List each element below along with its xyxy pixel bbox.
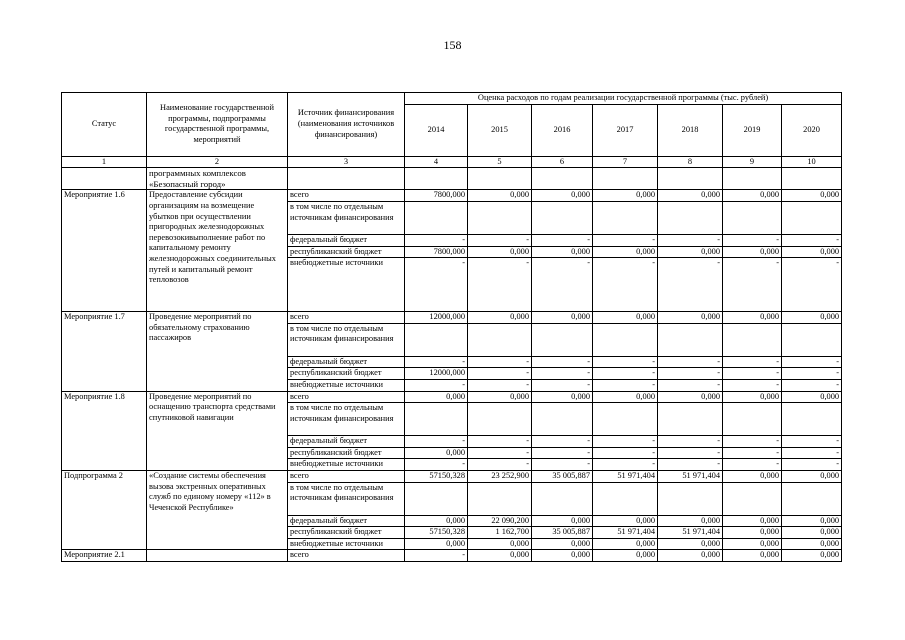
- value-cell: -: [468, 258, 532, 312]
- funding-source-cell: в том числе по отдельным источникам финансирования: [288, 201, 405, 234]
- value-cell: -: [532, 258, 593, 312]
- value-cell: 0,000: [723, 538, 782, 550]
- value-cell: 0,000: [405, 515, 468, 527]
- value-cell: [468, 403, 532, 436]
- value-cell: 0,000: [532, 515, 593, 527]
- value-cell: 0,000: [723, 515, 782, 527]
- header-year: 2019: [723, 104, 782, 156]
- value-cell: 0,000: [658, 391, 723, 403]
- value-cell: -: [782, 356, 842, 368]
- value-cell: -: [405, 234, 468, 246]
- value-cell: 0,000: [532, 312, 593, 324]
- value-cell: -: [723, 234, 782, 246]
- value-cell: [532, 168, 593, 190]
- value-cell: [723, 323, 782, 356]
- column-index: 2: [147, 156, 288, 168]
- value-cell: 0,000: [782, 470, 842, 482]
- value-cell: [723, 201, 782, 234]
- value-cell: 0,000: [405, 391, 468, 403]
- column-index: 7: [593, 156, 658, 168]
- value-cell: -: [532, 368, 593, 380]
- value-cell: 0,000: [723, 527, 782, 539]
- funding-source-cell: в том числе по отдельным источникам финансирования: [288, 323, 405, 356]
- status-cell: Мероприятие 1.7: [62, 312, 147, 391]
- funding-source-cell: федеральный бюджет: [288, 515, 405, 527]
- item-name-cell: [147, 550, 288, 562]
- value-cell: 0,000: [468, 391, 532, 403]
- item-name-cell: «Создание системы обеспечения вызова экстренных оперативных служб по единому номеру «112» в Чеченской Республике»: [147, 470, 288, 549]
- header-estimate: Оценка расходов по годам реализации государственной программы (тыс. рублей): [405, 93, 842, 105]
- value-cell: -: [658, 368, 723, 380]
- value-cell: 7800,000: [405, 246, 468, 258]
- value-cell: -: [723, 379, 782, 391]
- value-cell: -: [593, 234, 658, 246]
- value-cell: -: [405, 550, 468, 562]
- value-cell: -: [782, 379, 842, 391]
- header-year: 2014: [405, 104, 468, 156]
- value-cell: 0,000: [532, 246, 593, 258]
- value-cell: -: [658, 459, 723, 471]
- value-cell: -: [593, 459, 658, 471]
- value-cell: 0,000: [593, 538, 658, 550]
- value-cell: -: [723, 258, 782, 312]
- value-cell: -: [468, 356, 532, 368]
- value-cell: -: [593, 447, 658, 459]
- header-year: 2015: [468, 104, 532, 156]
- continuation-row: [62, 168, 842, 190]
- value-cell: -: [782, 234, 842, 246]
- value-cell: [723, 482, 782, 515]
- column-index: 4: [405, 156, 468, 168]
- value-cell: -: [405, 459, 468, 471]
- value-cell: [593, 201, 658, 234]
- value-cell: 57150,328: [405, 527, 468, 539]
- value-cell: 0,000: [782, 550, 842, 562]
- source-cell: [288, 168, 405, 190]
- value-cell: 0,000: [593, 190, 658, 202]
- status-cell: [62, 168, 147, 190]
- value-cell: 0,000: [658, 190, 723, 202]
- funding-source-cell: внебюджетные источники: [288, 258, 405, 312]
- value-cell: -: [782, 436, 842, 448]
- value-cell: -: [532, 234, 593, 246]
- value-cell: 1 162,700: [468, 527, 532, 539]
- value-cell: 51 971,404: [593, 470, 658, 482]
- value-cell: -: [723, 368, 782, 380]
- table-row: [62, 550, 842, 562]
- value-cell: [593, 323, 658, 356]
- value-cell: -: [658, 436, 723, 448]
- value-cell: 0,000: [405, 538, 468, 550]
- value-cell: -: [782, 258, 842, 312]
- value-cell: [782, 403, 842, 436]
- value-cell: [658, 403, 723, 436]
- value-cell: -: [723, 436, 782, 448]
- value-cell: 51 971,404: [658, 470, 723, 482]
- funding-source-cell: всего: [288, 190, 405, 202]
- value-cell: 12000,000: [405, 312, 468, 324]
- value-cell: [468, 482, 532, 515]
- value-cell: -: [405, 258, 468, 312]
- value-cell: 0,000: [723, 470, 782, 482]
- value-cell: [658, 323, 723, 356]
- column-index: 10: [782, 156, 842, 168]
- status-cell: Мероприятие 1.8: [62, 391, 147, 470]
- table-row: [62, 312, 842, 324]
- value-cell: -: [405, 356, 468, 368]
- item-name-cell: Предоставление субсидии организациям на возмещение убытков при осуществлении пригородных железнодорожных перевозокивыполнение работ по капитальному ремонту железнодорожных соединительных путей и капитальный ремонт тепловозов: [147, 190, 288, 312]
- value-cell: [405, 403, 468, 436]
- value-cell: [468, 201, 532, 234]
- value-cell: 0,000: [593, 312, 658, 324]
- value-cell: -: [658, 447, 723, 459]
- value-cell: [658, 168, 723, 190]
- funding-source-cell: республиканский бюджет: [288, 527, 405, 539]
- value-cell: 0,000: [723, 312, 782, 324]
- value-cell: [782, 201, 842, 234]
- funding-source-cell: всего: [288, 470, 405, 482]
- value-cell: 0,000: [723, 550, 782, 562]
- value-cell: [468, 168, 532, 190]
- continuation-text: программных комплексов «Безопасный город»: [147, 168, 288, 190]
- funding-source-cell: всего: [288, 312, 405, 324]
- column-index: 8: [658, 156, 723, 168]
- value-cell: [658, 482, 723, 515]
- header-year: 2018: [658, 104, 723, 156]
- status-cell: Подпрограмма 2: [62, 470, 147, 549]
- value-cell: -: [532, 459, 593, 471]
- value-cell: -: [658, 379, 723, 391]
- value-cell: [468, 323, 532, 356]
- value-cell: 0,000: [593, 515, 658, 527]
- value-cell: 0,000: [532, 550, 593, 562]
- value-cell: 0,000: [658, 550, 723, 562]
- header-source: Источник финансирования (наименования источников финансирования): [288, 93, 405, 157]
- value-cell: -: [468, 379, 532, 391]
- funding-source-cell: федеральный бюджет: [288, 436, 405, 448]
- value-cell: [405, 323, 468, 356]
- value-cell: 0,000: [782, 190, 842, 202]
- table-row: [62, 470, 842, 482]
- value-cell: [723, 403, 782, 436]
- value-cell: 0,000: [468, 538, 532, 550]
- value-cell: 0,000: [658, 538, 723, 550]
- value-cell: -: [468, 234, 532, 246]
- header-year: 2017: [593, 104, 658, 156]
- value-cell: 0,000: [532, 538, 593, 550]
- column-index: 6: [532, 156, 593, 168]
- value-cell: 0,000: [782, 312, 842, 324]
- page-number: 158: [443, 38, 462, 52]
- funding-source-cell: внебюджетные источники: [288, 538, 405, 550]
- value-cell: 0,000: [593, 550, 658, 562]
- funding-source-cell: республиканский бюджет: [288, 447, 405, 459]
- value-cell: 0,000: [723, 190, 782, 202]
- value-cell: 0,000: [782, 246, 842, 258]
- table-row: [62, 391, 842, 403]
- value-cell: 0,000: [532, 190, 593, 202]
- value-cell: -: [782, 368, 842, 380]
- value-cell: 0,000: [782, 391, 842, 403]
- value-cell: [593, 168, 658, 190]
- value-cell: 0,000: [593, 391, 658, 403]
- value-cell: -: [782, 447, 842, 459]
- value-cell: [782, 482, 842, 515]
- value-cell: 0,000: [468, 312, 532, 324]
- value-cell: [723, 168, 782, 190]
- value-cell: -: [658, 234, 723, 246]
- funding-source-cell: федеральный бюджет: [288, 356, 405, 368]
- value-cell: -: [593, 368, 658, 380]
- value-cell: 0,000: [782, 527, 842, 539]
- value-cell: [532, 403, 593, 436]
- status-cell: Мероприятие 2.1: [62, 550, 147, 562]
- value-cell: 0,000: [782, 538, 842, 550]
- value-cell: 35 005,887: [532, 470, 593, 482]
- funding-source-cell: в том числе по отдельным источникам финансирования: [288, 482, 405, 515]
- value-cell: -: [782, 459, 842, 471]
- value-cell: [593, 482, 658, 515]
- value-cell: [782, 323, 842, 356]
- value-cell: [532, 201, 593, 234]
- value-cell: 0,000: [658, 246, 723, 258]
- table-row: [62, 190, 842, 202]
- value-cell: -: [532, 436, 593, 448]
- value-cell: 0,000: [468, 246, 532, 258]
- value-cell: 0,000: [532, 391, 593, 403]
- value-cell: -: [658, 258, 723, 312]
- value-cell: 0,000: [593, 246, 658, 258]
- funding-source-cell: республиканский бюджет: [288, 246, 405, 258]
- value-cell: -: [593, 258, 658, 312]
- value-cell: -: [405, 436, 468, 448]
- value-cell: 23 252,900: [468, 470, 532, 482]
- header-status: Статус: [62, 93, 147, 157]
- column-index: 9: [723, 156, 782, 168]
- value-cell: 7800,000: [405, 190, 468, 202]
- funding-source-cell: федеральный бюджет: [288, 234, 405, 246]
- value-cell: -: [593, 379, 658, 391]
- value-cell: -: [723, 459, 782, 471]
- value-cell: 35 005,887: [532, 527, 593, 539]
- column-index: 3: [288, 156, 405, 168]
- value-cell: -: [532, 356, 593, 368]
- funding-source-cell: внебюджетные источники: [288, 459, 405, 471]
- funding-source-cell: в том числе по отдельным источникам финансирования: [288, 403, 405, 436]
- value-cell: 0,000: [658, 515, 723, 527]
- header-year: 2020: [782, 104, 842, 156]
- value-cell: 0,000: [723, 246, 782, 258]
- budget-table: [61, 92, 842, 562]
- item-name-cell: Проведение мероприятий по оснащению транспорта средствами спутниковой навигации: [147, 391, 288, 470]
- value-cell: -: [468, 459, 532, 471]
- value-cell: [405, 482, 468, 515]
- column-index: 1: [62, 156, 147, 168]
- value-cell: 0,000: [468, 190, 532, 202]
- funding-source-cell: всего: [288, 550, 405, 562]
- value-cell: -: [468, 436, 532, 448]
- value-cell: -: [468, 447, 532, 459]
- value-cell: 51 971,404: [593, 527, 658, 539]
- value-cell: [532, 482, 593, 515]
- value-cell: [405, 168, 468, 190]
- value-cell: 51 971,404: [658, 527, 723, 539]
- funding-source-cell: всего: [288, 391, 405, 403]
- value-cell: 0,000: [405, 447, 468, 459]
- column-index: 5: [468, 156, 532, 168]
- value-cell: -: [532, 379, 593, 391]
- value-cell: [405, 201, 468, 234]
- value-cell: 0,000: [658, 312, 723, 324]
- value-cell: [658, 201, 723, 234]
- header-year: 2016: [532, 104, 593, 156]
- value-cell: -: [468, 368, 532, 380]
- funding-source-cell: республиканский бюджет: [288, 368, 405, 380]
- value-cell: 0,000: [468, 550, 532, 562]
- value-cell: -: [532, 447, 593, 459]
- value-cell: 0,000: [782, 515, 842, 527]
- value-cell: [782, 168, 842, 190]
- value-cell: 22 090,200: [468, 515, 532, 527]
- status-cell: Мероприятие 1.6: [62, 190, 147, 312]
- value-cell: 12000,000: [405, 368, 468, 380]
- item-name-cell: Проведение мероприятий по обязательному страхованию пассажиров: [147, 312, 288, 391]
- value-cell: -: [723, 356, 782, 368]
- value-cell: -: [658, 356, 723, 368]
- value-cell: -: [723, 447, 782, 459]
- value-cell: -: [593, 436, 658, 448]
- value-cell: 0,000: [723, 391, 782, 403]
- funding-source-cell: внебюджетные источники: [288, 379, 405, 391]
- value-cell: [593, 403, 658, 436]
- value-cell: -: [405, 379, 468, 391]
- value-cell: [532, 323, 593, 356]
- header-name: Наименование государственной программы, подпрограммы государственной программы, мероприятий: [147, 93, 288, 157]
- value-cell: 57150,328: [405, 470, 468, 482]
- value-cell: -: [593, 356, 658, 368]
